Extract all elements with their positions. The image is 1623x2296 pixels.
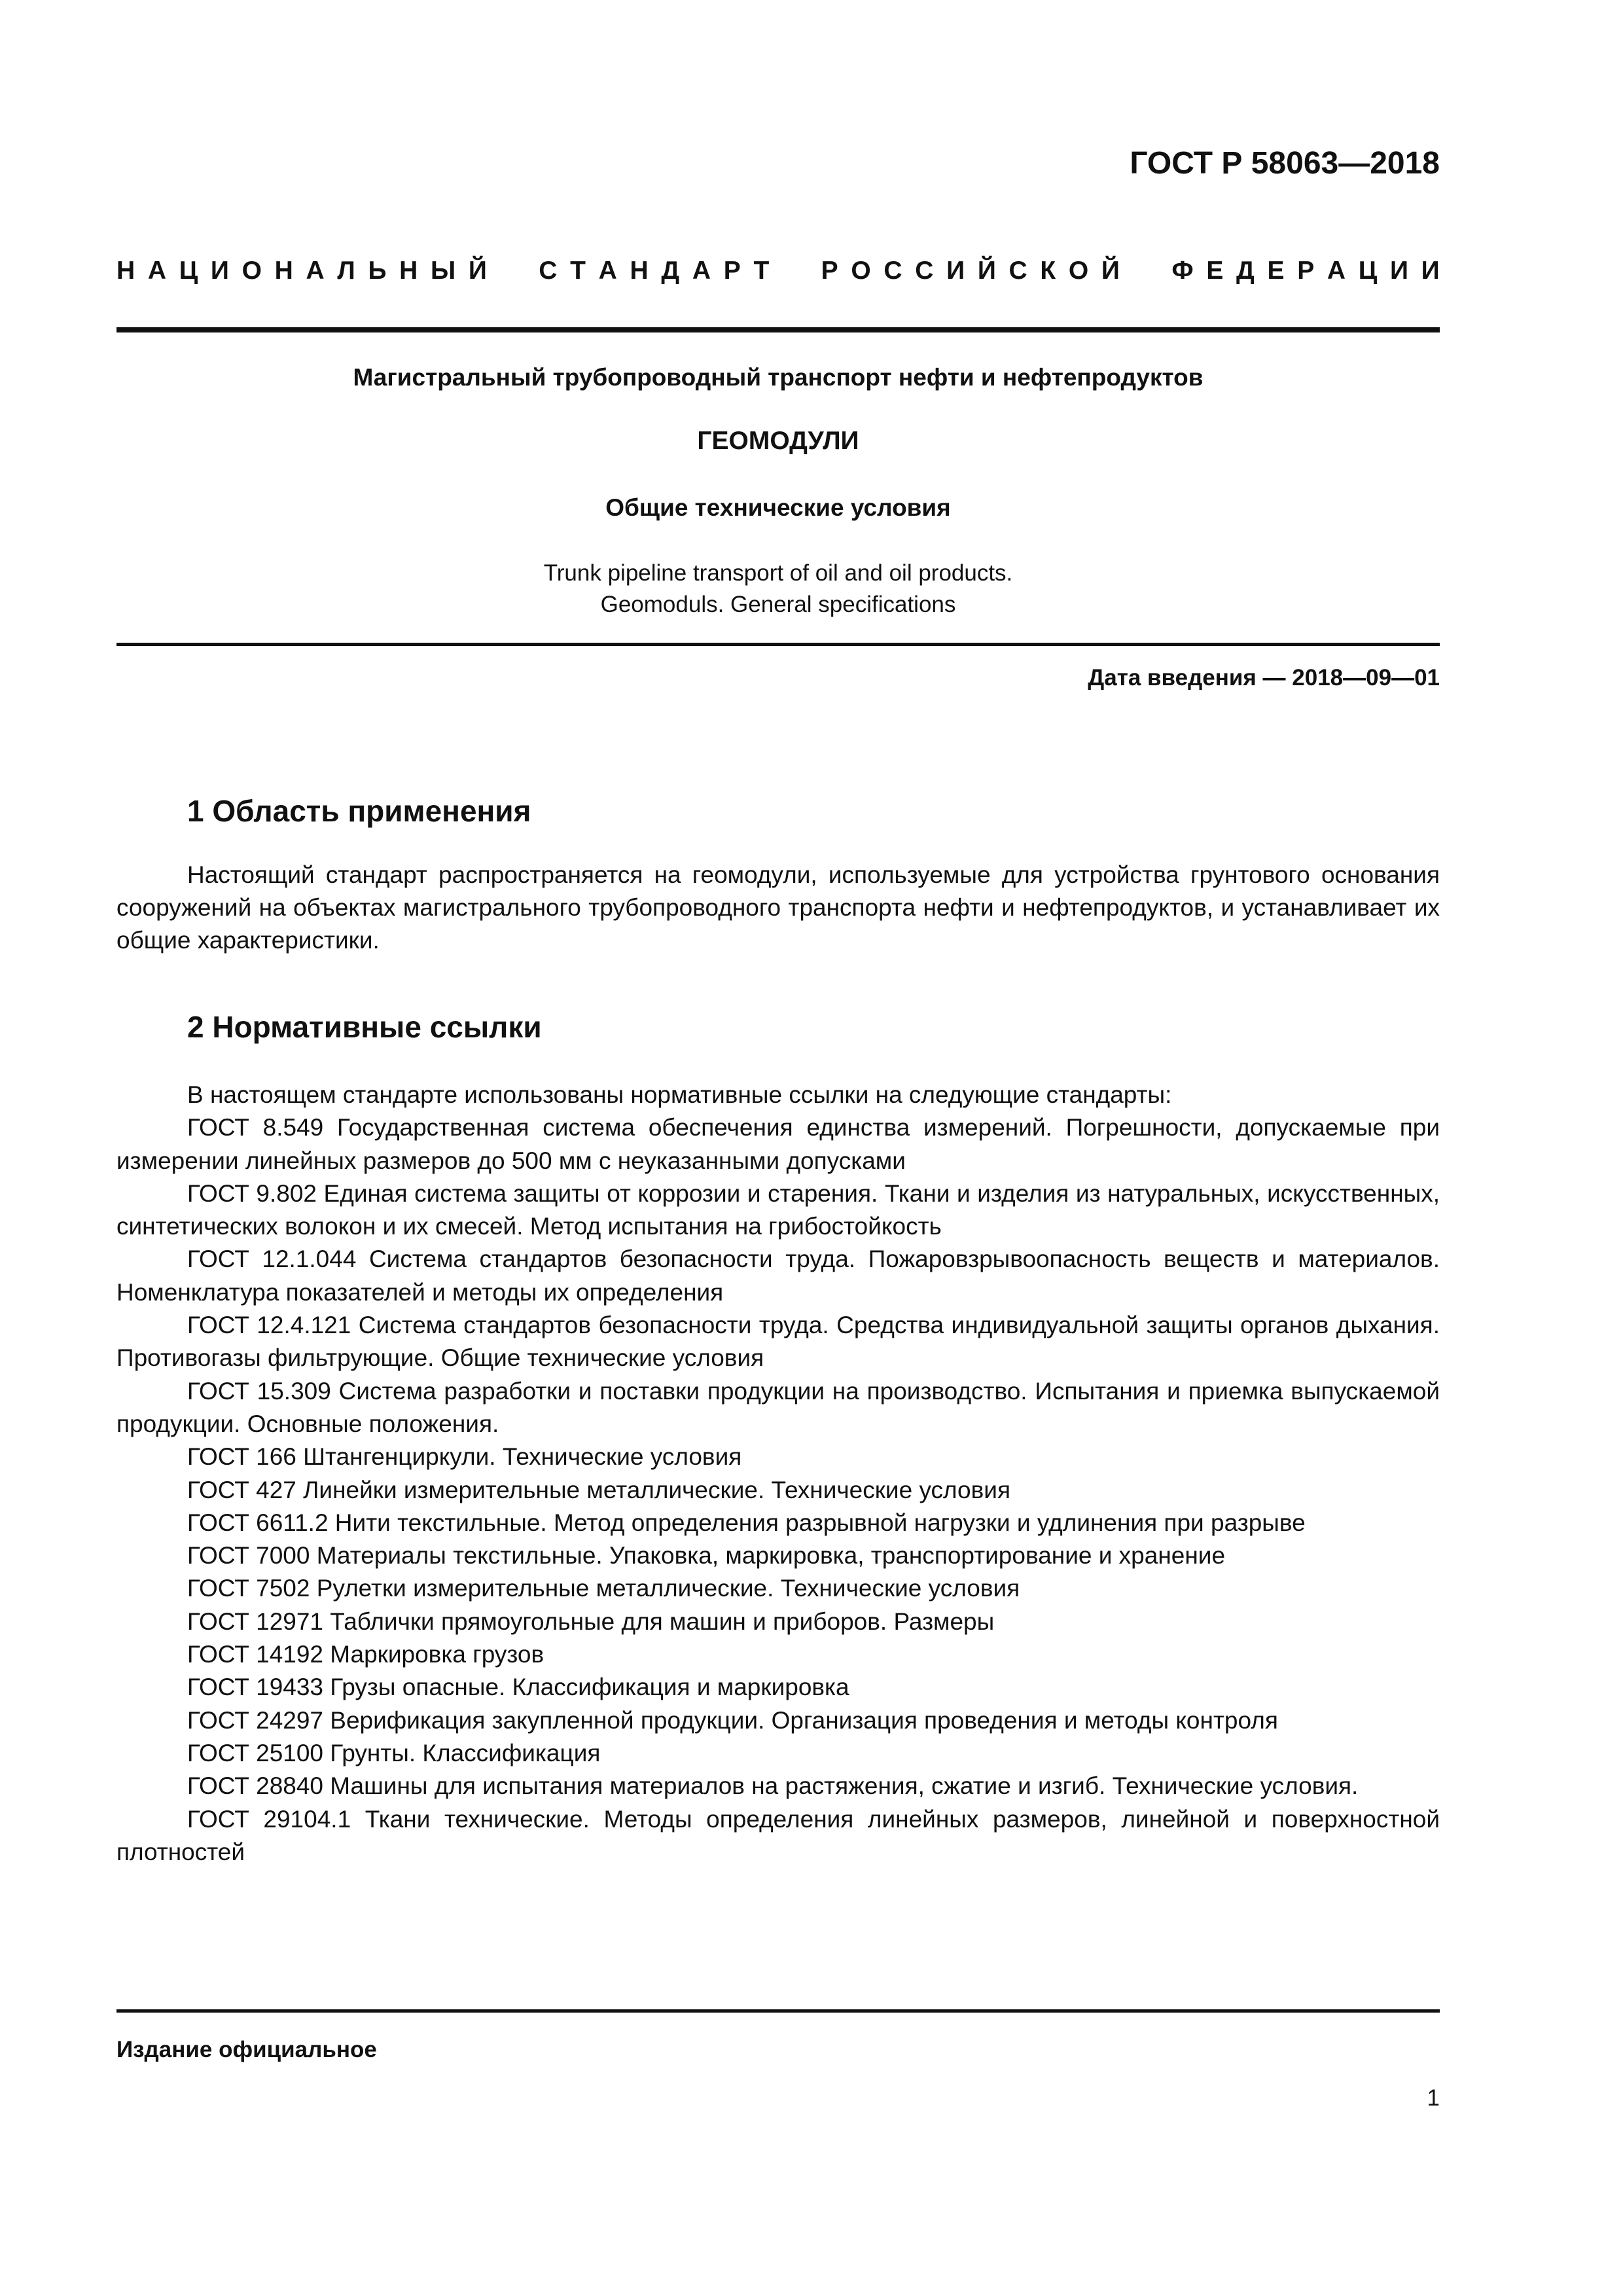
heading-letter: Ы (431, 257, 456, 285)
heading-letter: Л (337, 257, 355, 285)
introduction-date: Дата введения — 2018—09—01 (1088, 665, 1440, 691)
reference-item: ГОСТ 19433 Грузы опасные. Классификация и маркировка (187, 1674, 849, 1701)
english-title-line-2: Geomoduls. General specifications (600, 592, 956, 617)
reference-item: ГОСТ 12971 Таблички прямоугольные для машин и приборов. Размеры (187, 1607, 995, 1635)
heading-letter: О (851, 257, 871, 285)
section-2-title: 2 Нормативные ссылки (187, 1010, 542, 1044)
heading-letter: Д (1236, 257, 1255, 285)
footer-rule (116, 2009, 1440, 2013)
reference-item: ГОСТ 9.802 Единая система защиты от коррозии и старения. Ткани и изделия из натуральных, искусственных, синтетических волокон и их смесей. Метод испытания на грибостойкость (116, 1179, 1440, 1240)
heading-letter: А (598, 257, 617, 285)
heading-word-gap (1133, 257, 1159, 285)
references-intro: В настоящем стандарте использованы нормативные ссылки на следующие стандарты: (187, 1081, 1172, 1108)
heading-letter: К (1040, 257, 1056, 285)
heading-letter: Н (274, 257, 293, 285)
heading-letter: Н (399, 257, 418, 285)
reference-item: ГОСТ 25100 Грунты. Классификация (187, 1739, 601, 1767)
standard-designation: ГОСТ Р 58063—2018 (1130, 146, 1440, 181)
title-rule (116, 643, 1440, 646)
heading-letter: Ф (1171, 257, 1194, 285)
page-number: 1 (1427, 2085, 1440, 2111)
heading-letter: О (1068, 257, 1089, 285)
reference-item: ГОСТ 29104.1 Ткани технические. Методы определения линейных размеров, линейной и поверхностной плотностей (116, 1805, 1440, 1865)
reference-item: ГОСТ 15.309 Система разработки и поставки продукции на производство. Испытания и приемка выпускаемой продукции. Основные положения. (116, 1377, 1440, 1437)
heading-letter: Й (1101, 257, 1120, 285)
title-subtitle: Магистральный трубопроводный транспорт нефти и нефтепродуктов (353, 364, 1204, 391)
heading-letter: Ь (368, 257, 387, 285)
heading-letter: Е (1206, 257, 1224, 285)
heading-letter: И (1421, 257, 1440, 285)
reference-item: ГОСТ 6611.2 Нити текстильные. Метод определения разрывной нагрузки и удлинения при разрыве (187, 1509, 1306, 1536)
heading-letter: Р (1297, 257, 1315, 285)
reference-item: ГОСТ 24297 Верификация закупленной продукции. Организация проведения и методы контроля (187, 1706, 1278, 1734)
heading-letter: Й (977, 257, 996, 285)
heading-letter: Т (753, 257, 770, 285)
title-main: ГЕОМОДУЛИ (697, 427, 859, 455)
heading-letter: Ц (1358, 257, 1378, 285)
heading-letter: А (306, 257, 325, 285)
section-1-text: Настоящий стандарт распространяется на геомодули, используемые для устройства грунтового основания сооружений на объектах магистрального трубопроводного транспорта нефти и нефтепродуктов, и устанавливает их общие характеристики. (116, 861, 1440, 954)
reference-item: ГОСТ 8.549 Государственная система обеспечения единства измерений. Погрешности, допускаемые при измерении линейных размеров до 500 мм с неуказанными допусками (116, 1114, 1440, 1174)
heading-letter: А (1327, 257, 1346, 285)
heading-letter: Р (821, 257, 838, 285)
heading-letter: С (539, 257, 558, 285)
reference-item: ГОСТ 7502 Рулетки измерительные металлические. Технические условия (187, 1575, 1020, 1602)
heading-letter: И (1389, 257, 1408, 285)
heading-letter: С (915, 257, 934, 285)
heading-letter: И (946, 257, 965, 285)
reference-item: ГОСТ 28840 Машины для испытания материалов на растяжения, сжатие и изгиб. Технические условия. (187, 1772, 1359, 1800)
heading-letter: С (883, 257, 902, 285)
reference-item: ГОСТ 7000 Материалы текстильные. Упаковка, маркировка, транспортирование и хранение (187, 1542, 1226, 1570)
heading-letter: Р (723, 257, 741, 285)
heading-letter: А (692, 257, 711, 285)
heading-letter: О (241, 257, 262, 285)
normative-references (116, 1079, 1440, 1869)
heading-letter: Д (661, 257, 680, 285)
official-edition: Издание официальное (116, 2037, 377, 2062)
reference-item: ГОСТ 14192 Маркировка грузов (187, 1641, 544, 1668)
heading-word-gap (782, 257, 808, 285)
reference-item: ГОСТ 427 Линейки измерительные металлические. Технические условия (187, 1476, 1010, 1503)
national-standard-heading (116, 257, 1440, 285)
english-title-line-1: Trunk pipeline transport of oil and oil products. (543, 560, 1013, 586)
heading-letter: Н (630, 257, 649, 285)
reference-item: ГОСТ 166 Штангенциркули. Технические условия (187, 1443, 742, 1471)
heading-letter: С (1008, 257, 1027, 285)
title-spec: Общие технические условия (605, 494, 951, 521)
heading-letter: Н (116, 257, 135, 285)
heading-letter: Ц (179, 257, 198, 285)
heading-letter: Т (570, 257, 586, 285)
section-1-title: 1 Область применения (187, 794, 531, 828)
header-rule (116, 327, 1440, 332)
heading-letter: А (147, 257, 167, 285)
heading-letter: Й (468, 257, 487, 285)
reference-item: ГОСТ 12.1.044 Система стандартов безопасности труда. Пожаровзрывоопасность веществ и материалов. Номенклатура показателей и методы их определения (116, 1246, 1440, 1306)
english-title (116, 558, 1440, 620)
heading-word-gap (500, 257, 526, 285)
heading-letter: Е (1267, 257, 1285, 285)
heading-letter: И (210, 257, 229, 285)
reference-item: ГОСТ 12.4.121 Система стандартов безопасности труда. Средства индивидуальной защиты органов дыхания. Противогазы фильтрующие. Общие технические условия (116, 1312, 1440, 1372)
